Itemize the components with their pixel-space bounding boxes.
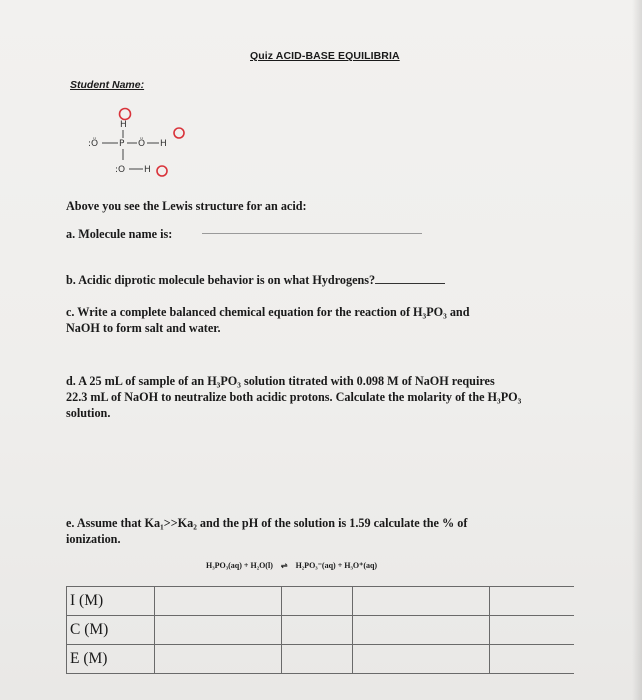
question-b [66,272,445,288]
answer-blank-b[interactable] [375,283,445,284]
question-d-line2: 22.3 mL of NaOH to neutralize both acidic protons. Calculate the molarity of the H₃PO₃ [66,390,522,404]
atom-o-left: :Ö [88,139,99,149]
ice-cell[interactable] [155,587,282,616]
intro-text: Above you see the Lewis structure for an acid: [66,199,307,213]
question-e-line1: e. Assume that Ka₁>>Ka₂ and the pH of the solution is 1.59 calculate the % of [66,516,468,530]
ice-cell[interactable] [490,587,575,616]
ice-label-equilibrium: E (M) [67,645,155,674]
ice-cell[interactable] [282,587,353,616]
annotation-circle-bottom [157,166,167,176]
question-d-line1: d. A 25 mL of sample of an H₃PO₃ solution titrated with 0.098 M of NaOH requires [66,374,495,388]
ionization-equation [206,561,377,570]
question-c-line2: NaOH to form salt and water. [66,321,221,335]
ice-row-initial [67,587,575,616]
ice-cell[interactable] [490,645,575,674]
student-name-label: Student Name: [70,79,145,91]
question-d-line3: solution. [66,406,111,420]
ice-cell[interactable] [155,645,282,674]
ice-cell[interactable] [353,587,490,616]
question-c [66,304,469,336]
ice-cell[interactable] [282,645,353,674]
ice-cell[interactable] [490,616,575,645]
ice-label-change: C (M) [67,616,155,645]
ice-table [66,586,574,674]
equilibrium-arrow-icon: ⇌ [280,561,288,570]
ice-row-change [67,616,575,645]
ice-cell[interactable] [282,616,353,645]
question-c-line1: c. Write a complete balanced chemical equation for the reaction of H₃PO₃ and [66,305,470,319]
question-e [66,515,467,547]
question-b-text: b. Acidic diprotic molecule behavior is on what Hydrogens? [66,273,376,287]
ice-cell[interactable] [353,645,490,674]
atom-p: P [119,139,125,149]
atom-o-bottom: :O [115,165,126,175]
question-d [66,373,521,421]
ice-row-equilibrium [67,645,575,674]
atom-h-right: H [160,139,167,149]
annotation-circle-right [174,128,184,138]
question-a-text: a. Molecule name is: [66,227,173,241]
atom-o-mid: Ö [138,139,146,149]
atom-h-bottom: H [144,165,151,175]
equation-products: H₂PO₃⁻(aq) + H₃O⁺(aq) [295,561,378,570]
equation-reactants: H₃PO₃(aq) + H₂O(l) [206,561,273,570]
quiz-title: Quiz ACID-BASE EQUILIBRIA [250,50,400,62]
question-a [66,226,172,242]
lewis-structure [85,100,195,195]
ice-cell[interactable] [155,616,282,645]
ice-cell[interactable] [353,616,490,645]
annotation-circle-top [120,109,131,120]
question-e-line2: ionization. [66,532,121,546]
ice-label-initial: I (M) [67,587,155,616]
lewis-structure-drawing [85,100,195,190]
atom-h-top: H [120,120,127,130]
answer-line-a[interactable] [202,233,422,234]
